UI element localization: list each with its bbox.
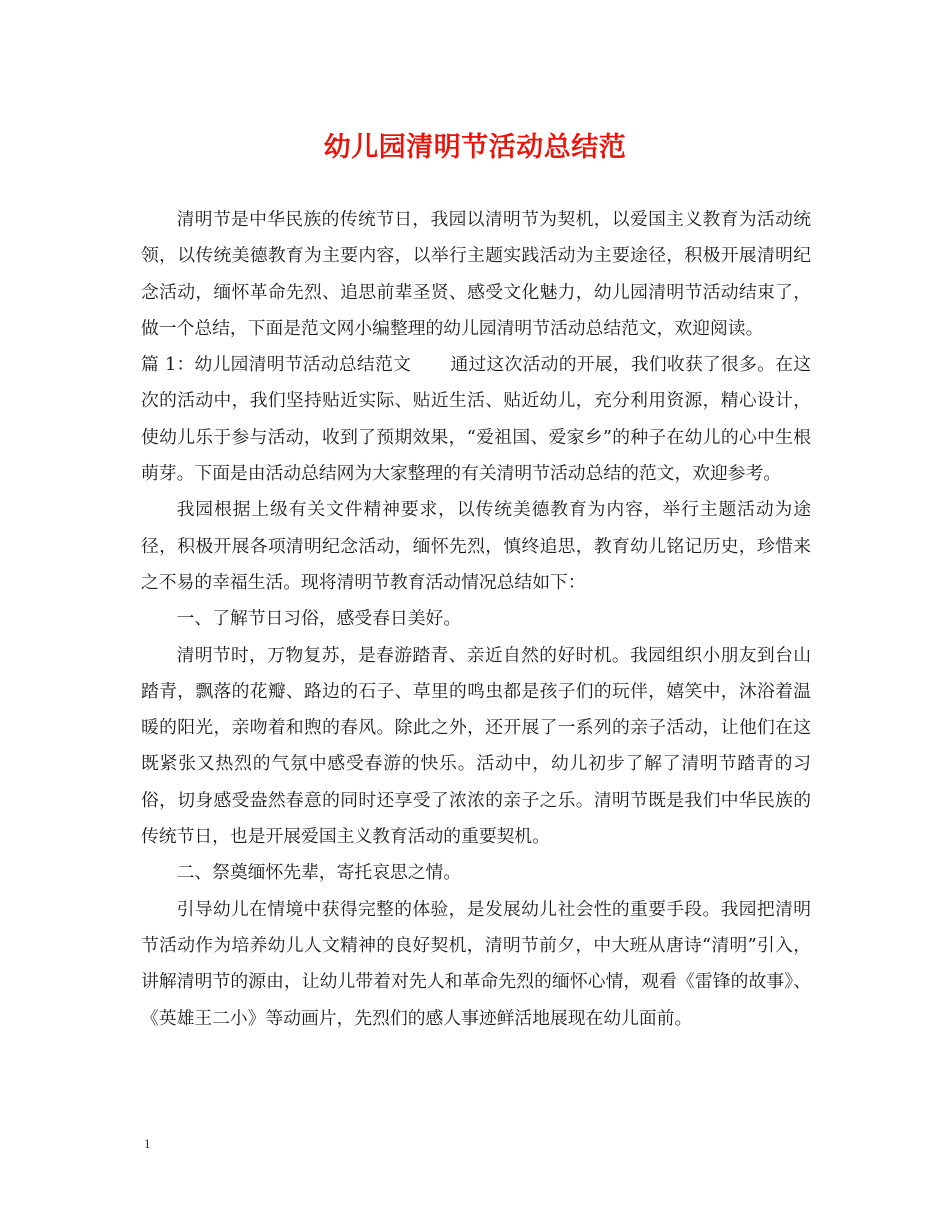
spring-outing-paragraph: 清明节时，万物复苏，是春游踏青、亲近自然的好时机。我园组织小朋友到台山踏青，飘落的花瓣、路边的石子、草里的鸣虫都是孩子们的玩伴，嬉笑中，沐浴着温暖的阳光，亲吻着和煦的春风。除此之外，还开展了一系列的亲子活动，让他们在这既紧张又热烈的气氛中感受春游的快乐。活动中，幼儿初步了解了清明节踏青的习俗，切身感受盎然春意的同时还享受了浓浓的亲子之乐。清明节既是我们中华民族的传统节日，也是开展爱国主义教育活动的重要契机。 <box>141 644 811 848</box>
document-body <box>141 202 811 1037</box>
heading-one: 一、了解节日习俗，感受春日美好。 <box>176 608 462 630</box>
memorial-paragraph: 引导幼儿在情境中获得完整的体验，是发展幼儿社会性的重要手段。我园把清明节活动作为培养幼儿人文精神的良好契机，清明节前夕，中大班从唐诗“清明”引入，讲解清明节的源由，让幼儿带着对先人和革命先烈的缅怀心情，观看《雷锋的故事》、《英雄王二小》等动画片，先烈们的感人事迹鲜活地展现在幼儿面前。 <box>141 898 811 1029</box>
intro-paragraph: 清明节是中华民族的传统节日，我园以清明节为契机，以爱国主义教育为活动统领，以传统美德教育为主要内容，以举行主题实践活动为主要途径，积极开展清明纪念活动，缅怀革命先烈、追思前辈圣贤、感受文化魅力，幼儿园清明节活动结束了，做一个总结，下面是范文网小编整理的幼儿园清明节活动总结范文，欢迎阅读。 <box>141 209 811 339</box>
section-1-heading: 篇 1：幼儿园清明节活动总结范文 <box>141 354 412 376</box>
section-1-paragraph <box>141 347 811 492</box>
page-number: 1 <box>144 1136 151 1151</box>
heading-two: 二、祭奠缅怀先辈，寄托哀思之情。 <box>176 862 462 884</box>
document-title: 幼儿园清明节活动总结范 <box>323 132 627 163</box>
section-1-text: 通过这次活动的开展，我们收获了很多。在这次的活动中，我们坚持贴近实际、贴近生活、贴近幼儿，充分利用资源，精心设计，使幼儿乐于参与活动，收到了预期效果，“爱祖国、爱家乡”的种子在幼儿的心中生根萌芽。下面是由活动总结网为大家整理的有关清明节活动总结的范文，欢迎参考。 <box>141 354 811 485</box>
summary-paragraph: 我园根据上级有关文件精神要求，以传统美德教育为内容，举行主题活动为途径，积极开展各项清明纪念活动，缅怀先烈，慎终追思，教育幼儿铭记历史，珍惜来之不易的幸福生活。现将清明节教育活动情况总结如下： <box>141 499 811 593</box>
